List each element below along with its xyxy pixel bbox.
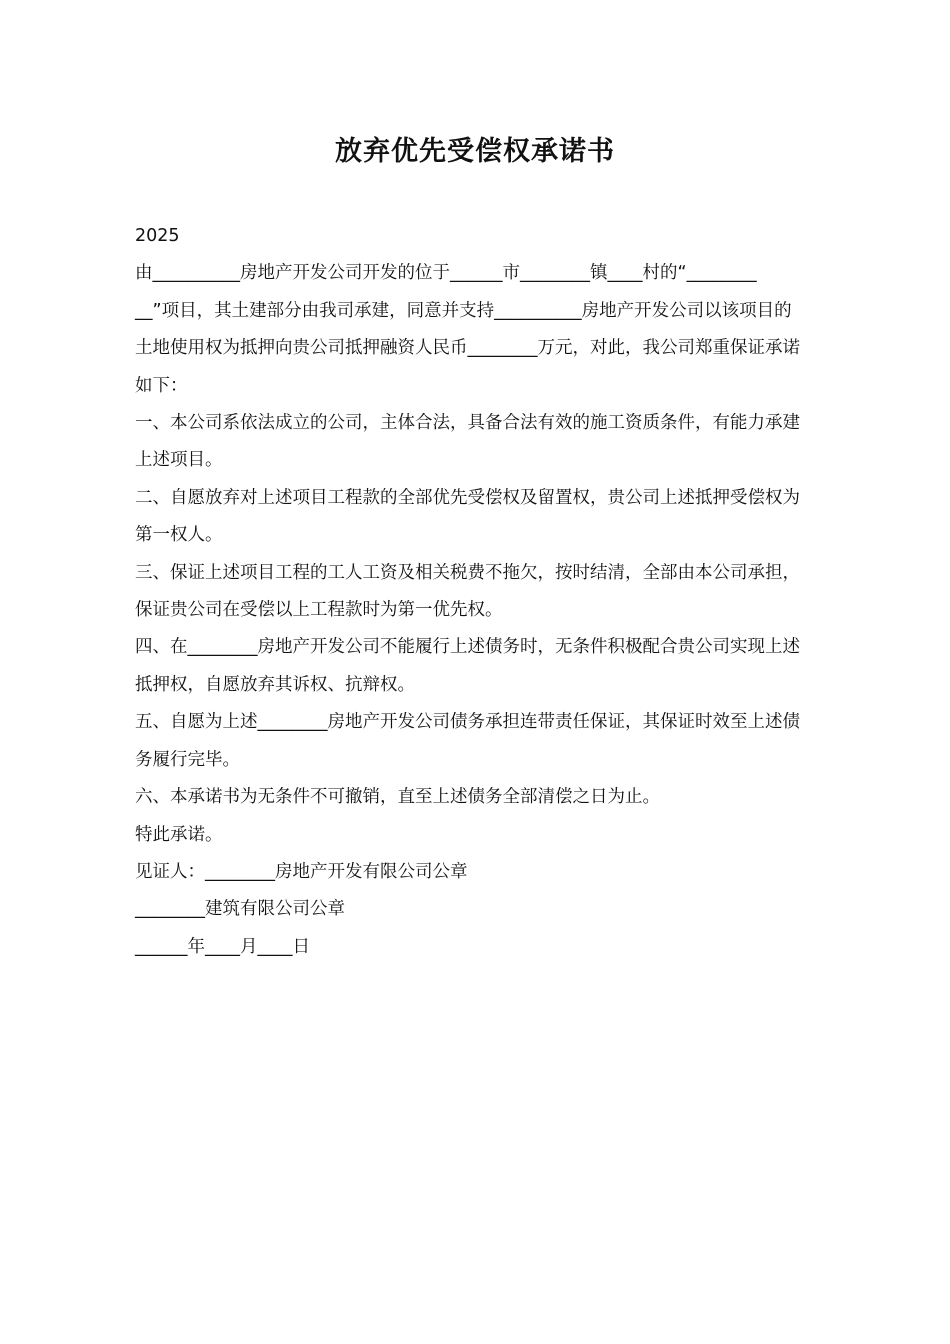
witness-line: 见证人：________房地产开发有限公司公章 (135, 861, 468, 882)
paragraph-as-follows: 如下： (135, 375, 188, 396)
date-line: 2025 (135, 226, 180, 246)
clause-4-cont: 抵押权，自愿放弃其诉权、抗辩权。 (135, 674, 415, 695)
clause-3: 三、保证上述项目工程的工人工资及相关税费不拖欠，按时结清，全部由本公司承担， (135, 562, 800, 583)
clause-1: 一、本公司系依法成立的公司，主体合法，具备合法有效的施工资质条件，有能力承建 (135, 413, 800, 434)
signature-date: ______年____月____日 (135, 936, 310, 957)
clause-1-cont: 上述项目。 (135, 450, 223, 471)
construction-company-seal: ________建筑有限公司公章 (135, 899, 345, 920)
clause-4: 四、在________房地产开发公司不能履行上述债务时，无条件积极配合贵公司实现上述 (135, 637, 800, 658)
clause-6: 六、本承诺书为无条件不可撤销，直至上述债务全部清偿之日为止。 (135, 787, 660, 808)
clause-3-cont: 保证贵公司在受偿以上工程款时为第一优先权。 (135, 600, 503, 621)
document-body (116, 218, 836, 966)
paragraph-project-support: __”项目，其土建部分由我司承建，同意并支持__________房地产开发公司以该项目的 (135, 300, 792, 321)
paragraph-project-intro: 由__________房地产开发公司开发的位于______市________镇____村的“________ (135, 263, 757, 284)
clause-2: 二、自愿放弃对上述项目工程款的全部优先受偿权及留置权，贵公司上述抵押受偿权为 (135, 487, 800, 508)
clause-5: 五、自愿为上述________房地产开发公司债务承担连带责任保证，其保证时效至上述债 (135, 712, 800, 733)
paragraph-land-use: 土地使用权为抵押向贵公司抵押融资人民币________万元，对此，我公司郑重保证承诺 (135, 338, 800, 359)
document-title: 放弃优先受偿权承诺书 (335, 136, 615, 167)
clause-2-cont: 第一权人。 (135, 525, 223, 546)
closing-statement: 特此承诺。 (135, 824, 223, 845)
clause-5-cont: 务履行完毕。 (135, 749, 240, 770)
